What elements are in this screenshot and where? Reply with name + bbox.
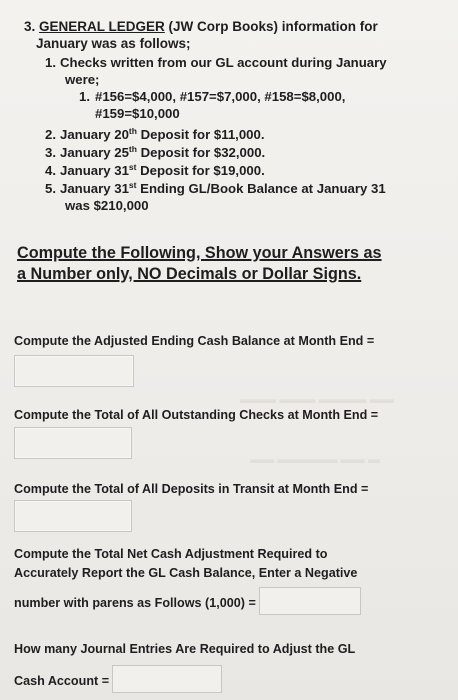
problem-title-rest: (JW Corp Books) information for bbox=[164, 19, 378, 34]
item-text bbox=[60, 180, 386, 197]
item-continuation: were; bbox=[65, 72, 100, 87]
compute-instructions bbox=[17, 243, 447, 285]
question-deposits-in-transit: Compute the Total of All Deposits in Transit at Month End = bbox=[14, 482, 369, 496]
question-line: How many Journal Entries Are Required to Adjust the GL bbox=[14, 642, 356, 656]
answer-input-net-cash-adjustment[interactable] bbox=[259, 587, 361, 615]
item-detail: Deposit for $19,000. bbox=[136, 163, 265, 178]
question-line-text: Cash Account = bbox=[14, 674, 110, 688]
item-continuation: was $210,000 bbox=[65, 198, 149, 213]
item-text: #156=$4,000, #157=$7,000, #158=$8,000, bbox=[95, 89, 346, 104]
question-line: Accurately Report the GL Cash Balance, Enter a Negative bbox=[14, 566, 358, 580]
ordinal-suffix: th bbox=[128, 144, 137, 154]
item-text bbox=[60, 126, 265, 143]
question-line: Compute the Total Net Cash Adjustment Required to bbox=[14, 547, 328, 561]
question-journal-entries bbox=[14, 640, 454, 693]
item-number: 1. bbox=[45, 55, 56, 70]
item-continuation: #159=$10,000 bbox=[95, 106, 180, 121]
problem-title: GENERAL LEDGER bbox=[39, 19, 165, 34]
list-item bbox=[45, 144, 440, 161]
item-text bbox=[60, 144, 265, 161]
item-date: January 25 bbox=[60, 145, 129, 160]
item-number: 4. bbox=[45, 163, 56, 178]
item-text: Checks written from our GL account during January bbox=[60, 55, 387, 70]
question-outstanding-checks: Compute the Total of All Outstanding Checks at Month End = bbox=[14, 408, 379, 422]
item-number: 2. bbox=[45, 127, 56, 142]
ordinal-suffix: st bbox=[128, 180, 137, 190]
answer-input-adjusted-ending-balance[interactable] bbox=[14, 355, 134, 387]
header-line-1 bbox=[24, 18, 434, 35]
ordinal-suffix: st bbox=[128, 162, 137, 172]
question-adjusted-ending-balance: Compute the Adjusted Ending Cash Balance at Month End = bbox=[14, 334, 375, 348]
problem-header bbox=[24, 18, 434, 52]
list-item bbox=[45, 180, 440, 197]
show-through-text: ▬▬▬ ▬▬▬ ▬▬▬▬ ▬▬ bbox=[240, 392, 395, 406]
answer-input-deposits-in-transit[interactable] bbox=[14, 500, 132, 532]
ledger-items-list bbox=[45, 54, 440, 214]
list-item bbox=[45, 54, 440, 71]
question-line bbox=[14, 665, 454, 693]
show-through-text: ▬▬ ▬▬▬▬▬ ▬▬ ▬ bbox=[250, 452, 381, 466]
compute-line-2: a Number only, NO Decimals or Dollar Signs. bbox=[17, 265, 362, 283]
compute-line-1: Compute the Following, Show your Answers as bbox=[17, 244, 382, 262]
list-item bbox=[79, 88, 440, 105]
list-item bbox=[45, 162, 440, 179]
problem-number: 3. bbox=[24, 19, 36, 34]
answer-input-journal-entries[interactable] bbox=[112, 665, 222, 693]
item-number: 5. bbox=[45, 181, 56, 196]
item-number: 1. bbox=[79, 89, 90, 104]
item-date: January 20 bbox=[60, 127, 129, 142]
item-date: January 31 bbox=[60, 181, 129, 196]
question-net-cash-adjustment bbox=[14, 545, 454, 615]
list-item bbox=[45, 126, 440, 143]
question-line bbox=[14, 587, 454, 615]
item-detail: Ending GL/Book Balance at January 31 bbox=[136, 181, 386, 196]
header-line-2: January was as follows; bbox=[36, 36, 191, 51]
item-number: 3. bbox=[45, 145, 56, 160]
question-line-text: number with parens as Follows (1,000) = bbox=[14, 596, 256, 610]
item-detail: Deposit for $32,000. bbox=[136, 145, 266, 160]
item-detail: Deposit for $11,000. bbox=[136, 127, 265, 142]
answer-input-outstanding-checks[interactable] bbox=[14, 427, 132, 459]
item-date: January 31 bbox=[60, 163, 129, 178]
ordinal-suffix: th bbox=[128, 126, 137, 136]
item-text bbox=[60, 162, 265, 179]
